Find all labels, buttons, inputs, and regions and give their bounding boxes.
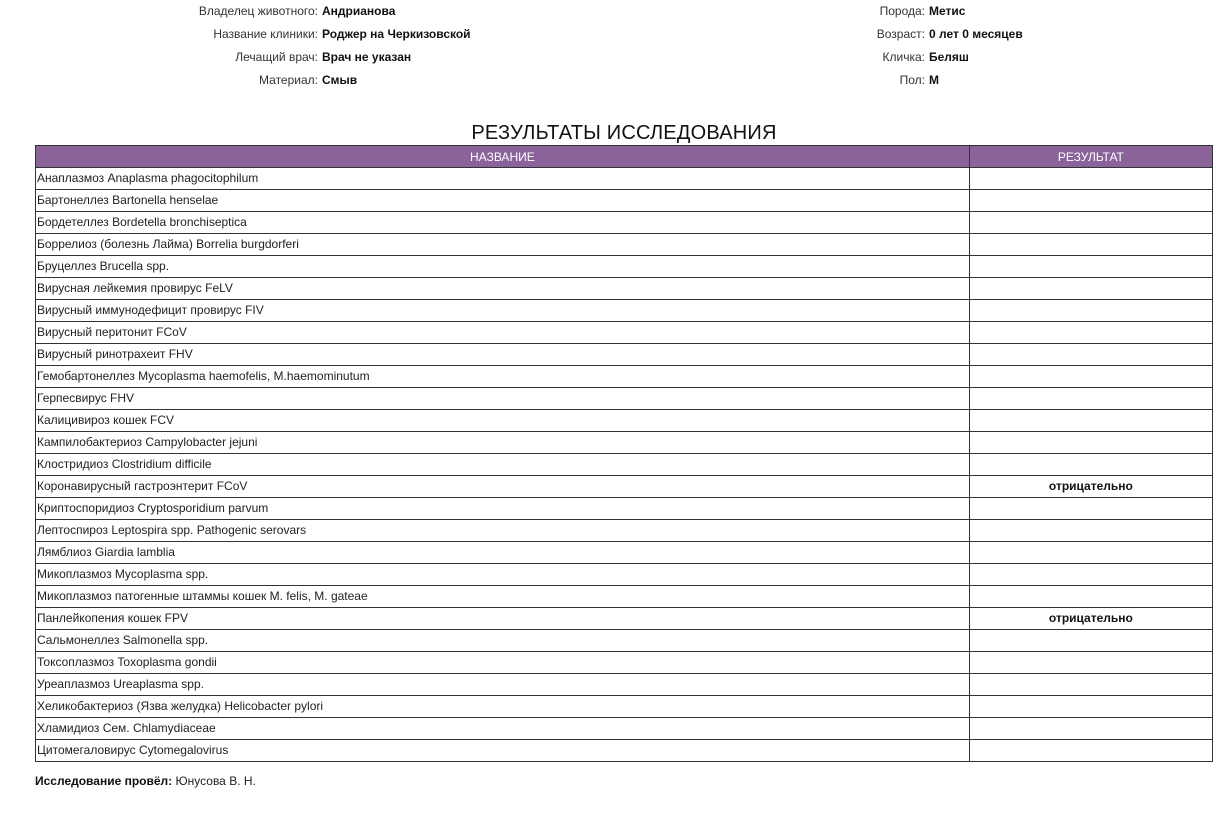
table-row bbox=[36, 168, 1213, 190]
test-name-cell: Вирусный ринотрахеит FHV bbox=[36, 344, 970, 366]
footer-researcher bbox=[35, 772, 256, 790]
test-result-cell bbox=[969, 322, 1212, 344]
test-result-cell bbox=[969, 256, 1212, 278]
table-row bbox=[36, 674, 1213, 696]
info-sex-label-wrap bbox=[0, 69, 925, 92]
table-row bbox=[36, 718, 1213, 740]
table-row bbox=[36, 520, 1213, 542]
info-nickname-label: Кличка: bbox=[882, 50, 925, 64]
test-result-cell bbox=[969, 740, 1212, 762]
info-breed-label: Порода: bbox=[879, 4, 925, 18]
info-sex-value: М bbox=[929, 73, 939, 87]
table-row bbox=[36, 300, 1213, 322]
test-name-cell: Вирусная лейкемия провирус FeLV bbox=[36, 278, 970, 300]
info-owner-value: Андрианова bbox=[322, 4, 396, 18]
results-body bbox=[36, 168, 1213, 762]
test-result-cell bbox=[969, 410, 1212, 432]
test-result-cell bbox=[969, 454, 1212, 476]
test-name-cell: Клостридиоз Clostridium difficile bbox=[36, 454, 970, 476]
info-clinic-value: Роджер на Черкизовской bbox=[322, 27, 471, 41]
table-header-row bbox=[36, 146, 1213, 168]
info-breed-label-wrap bbox=[0, 0, 925, 23]
table-row bbox=[36, 388, 1213, 410]
test-result-cell bbox=[969, 388, 1212, 410]
header-result: РЕЗУЛЬТАТ bbox=[969, 146, 1212, 168]
test-name-cell: Герпесвирус FHV bbox=[36, 388, 970, 410]
info-age-value: 0 лет 0 месяцев bbox=[929, 27, 1023, 41]
test-name-cell: Коронавирусный гастроэнтерит FCoV bbox=[36, 476, 970, 498]
table-row bbox=[36, 630, 1213, 652]
test-result-cell bbox=[969, 586, 1212, 608]
table-row bbox=[36, 564, 1213, 586]
info-nickname-label-wrap bbox=[0, 46, 925, 69]
test-name-cell: Лептоспироз Leptospira spp. Pathogenic serovars bbox=[36, 520, 970, 542]
table-row bbox=[36, 696, 1213, 718]
report-title: РЕЗУЛЬТАТЫ ИССЛЕДОВАНИЯ bbox=[471, 122, 777, 145]
test-name-cell: Боррелиоз (болезнь Лайма) Borrelia burgdorferi bbox=[36, 234, 970, 256]
test-result-cell bbox=[969, 344, 1212, 366]
test-result-cell bbox=[969, 278, 1212, 300]
header-name: НАЗВАНИЕ bbox=[36, 146, 970, 168]
test-result-cell bbox=[969, 520, 1212, 542]
test-name-cell: Уреаплазмоз Ureaplasma spp. bbox=[36, 674, 970, 696]
info-doctor-value: Врач не указан bbox=[322, 50, 412, 64]
table-row bbox=[36, 542, 1213, 564]
table-row bbox=[36, 652, 1213, 674]
table-row bbox=[36, 410, 1213, 432]
patient-info bbox=[0, 0, 1232, 92]
test-result-cell bbox=[969, 652, 1212, 674]
test-name-cell: Токсоплазмоз Toxoplasma gondii bbox=[36, 652, 970, 674]
test-name-cell: Кампилобактериоз Campylobacter jejuni bbox=[36, 432, 970, 454]
test-result-cell bbox=[969, 564, 1212, 586]
test-name-cell: Бартонеллез Bartonella henselae bbox=[36, 190, 970, 212]
table-row bbox=[36, 740, 1213, 762]
info-age-label-wrap bbox=[0, 23, 925, 46]
test-name-cell: Вирусный иммунодефицит провирус FIV bbox=[36, 300, 970, 322]
test-result-cell: отрицательно bbox=[969, 476, 1212, 498]
researcher-name: Юнусова В. Н. bbox=[175, 774, 256, 788]
info-material-value: Смыв bbox=[322, 73, 358, 87]
researcher-label: Исследование провёл: bbox=[35, 774, 173, 788]
test-result-cell bbox=[969, 696, 1212, 718]
table-row bbox=[36, 498, 1213, 520]
test-name-cell: Сальмонеллез Salmonella spp. bbox=[36, 630, 970, 652]
test-name-cell: Гемобартонеллез Mycoplasma haemofelis, M.haemominutum bbox=[36, 366, 970, 388]
table-row bbox=[36, 432, 1213, 454]
results-table bbox=[35, 145, 1213, 762]
test-result-cell: отрицательно bbox=[969, 608, 1212, 630]
test-result-cell bbox=[969, 718, 1212, 740]
test-result-cell bbox=[969, 630, 1212, 652]
test-name-cell: Хеликобактериоз (Язва желудка) Helicobacter pylori bbox=[36, 696, 970, 718]
test-result-cell bbox=[969, 190, 1212, 212]
info-nickname-value: Беляш bbox=[929, 50, 969, 64]
test-name-cell: Калицивироз кошек FCV bbox=[36, 410, 970, 432]
test-result-cell bbox=[969, 300, 1212, 322]
table-row bbox=[36, 454, 1213, 476]
test-name-cell: Бордетеллез Bordetella bronchiseptica bbox=[36, 212, 970, 234]
info-age-label: Возраст: bbox=[876, 27, 925, 41]
info-doctor-label: Лечащий врач: bbox=[235, 50, 318, 64]
test-result-cell bbox=[969, 674, 1212, 696]
test-name-cell: Лямблиоз Giardia lamblia bbox=[36, 542, 970, 564]
table-row bbox=[36, 476, 1213, 498]
test-result-cell bbox=[969, 212, 1212, 234]
table-row bbox=[36, 322, 1213, 344]
test-result-cell bbox=[969, 432, 1212, 454]
info-material-label: Материал: bbox=[259, 73, 318, 87]
test-name-cell: Хламидиоз Сем. Chlamydiaceae bbox=[36, 718, 970, 740]
table-row bbox=[36, 344, 1213, 366]
test-name-cell: Вирусный перитонит FCoV bbox=[36, 322, 970, 344]
test-result-cell bbox=[969, 498, 1212, 520]
test-result-cell bbox=[969, 168, 1212, 190]
test-result-cell bbox=[969, 234, 1212, 256]
test-name-cell: Цитомегаловирус Cytomegalovirus bbox=[36, 740, 970, 762]
table-row bbox=[36, 190, 1213, 212]
table-row bbox=[36, 212, 1213, 234]
test-name-cell: Бруцеллез Brucella spp. bbox=[36, 256, 970, 278]
test-name-cell: Криптоспоридиоз Cryptosporidium parvum bbox=[36, 498, 970, 520]
table-row bbox=[36, 366, 1213, 388]
test-name-cell: Микоплазмоз Mycoplasma spp. bbox=[36, 564, 970, 586]
info-sex-label: Пол: bbox=[899, 73, 925, 87]
test-name-cell: Панлейкопения кошек FPV bbox=[36, 608, 970, 630]
info-clinic-label: Название клиники: bbox=[213, 27, 318, 41]
info-breed-value: Метис bbox=[929, 4, 966, 18]
test-result-cell bbox=[969, 366, 1212, 388]
table-row bbox=[36, 608, 1213, 630]
info-owner-label: Владелец животного: bbox=[198, 4, 318, 18]
table-row bbox=[36, 234, 1213, 256]
test-name-cell: Микоплазмоз патогенные штаммы кошек M. felis, M. gateae bbox=[36, 586, 970, 608]
table-row bbox=[36, 586, 1213, 608]
table-row bbox=[36, 256, 1213, 278]
test-result-cell bbox=[969, 542, 1212, 564]
table-row bbox=[36, 278, 1213, 300]
test-name-cell: Анаплазмоз Anaplasma phagocitophilum bbox=[36, 168, 970, 190]
